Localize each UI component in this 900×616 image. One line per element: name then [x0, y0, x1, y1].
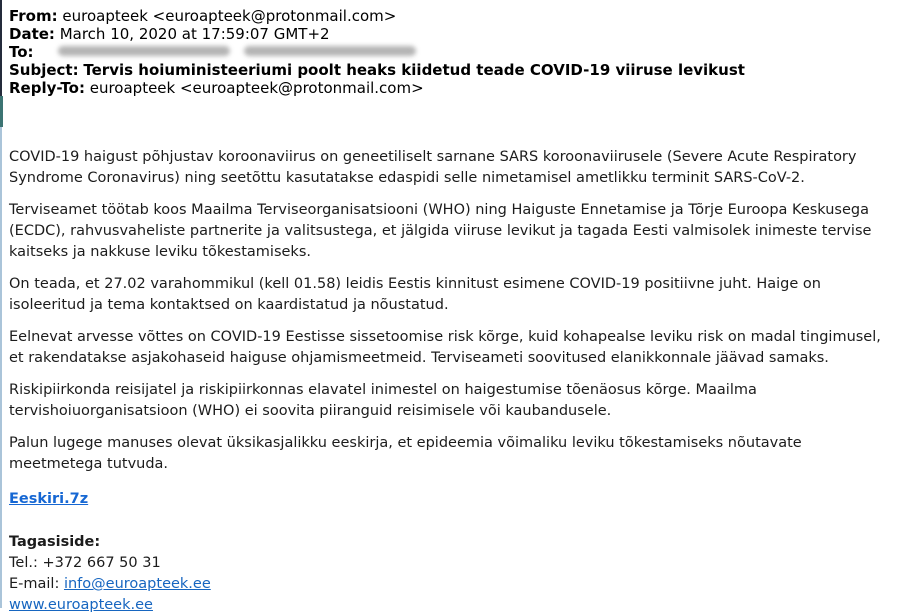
replyto-label: Reply-To: — [9, 79, 85, 97]
email-signature — [9, 532, 890, 616]
to-label: To: — [9, 43, 34, 61]
from-label: From: — [9, 7, 58, 25]
subject-label: Subject: — [9, 61, 79, 79]
phone-line: Tel.: +372 667 50 31 — [9, 555, 161, 571]
header-from-line — [9, 7, 890, 25]
left-border-accent — [0, 96, 3, 127]
body-paragraph: COVID-19 haigust põhjustav koroonaviirus on geneetiliselt sarnane SARS koroonaviirusele (Severe Acute Respiratory Syndrome Coronavirus) ning seetõttu kasutatakse edaspidi selle nimetamisel ametlikku terminit SARS-CoV-2. — [9, 149, 857, 186]
email-link[interactable]: info@euroapteek.ee — [63, 576, 211, 592]
body-paragraph: Terviseamet töötab koos Maailma Terviseorganisatsiooni (WHO) ning Haiguste Ennetamise ja Tõrje Euroopa Keskusega (ECDC), rahvusvaheliste partnerite ja valitsustega, et jälgida viiruse levikut ja tagada Eesti valmisolek inimeste tervise kaitseks ja nakkuse leviku tõkestamiseks. — [9, 202, 872, 260]
replyto-value: euroapteek <euroapteek@protonmail.com> — [89, 79, 424, 97]
email-header — [0, 0, 900, 97]
header-subject-line — [9, 61, 890, 79]
attachment-line — [9, 489, 890, 510]
website-line — [9, 595, 890, 616]
attachment-link[interactable]: Eeskiri.7z — [9, 491, 89, 507]
email-body — [0, 147, 900, 616]
date-label: Date: — [9, 25, 55, 43]
body-paragraph: Eelnevat arvesse võttes on COVID-19 Eestisse sissetoomise risk kõrge, kuid kohapealse leviku risk on madal tingimusel, et rakendatakse asjakohaseid haiguse ohjamismeetmeid. Terviseameti soovitused elanikkonnale jäävad samaks. — [9, 329, 881, 366]
from-value: euroapteek <euroapteek@protonmail.com> — [62, 7, 397, 25]
feedback-heading: Tagasiside: — [9, 534, 101, 550]
website-link[interactable]: www.euroapteek.ee — [9, 597, 153, 613]
redacted-recipient — [58, 46, 230, 56]
subject-value: Tervis hoiuministeeriumi poolt heaks kiidetud teade COVID-19 viiruse levikust — [83, 61, 745, 79]
body-paragraph: On teada, et 27.02 varahommikul (kell 01.58) leidis Eestis kinnitust esimene COVID-19 positiivne juht. Haige on isoleeritud ja tema kontaktsed on kaardistatud ja nõustatud. — [9, 276, 821, 313]
header-replyto-line — [9, 79, 890, 97]
email-label: E-mail: — [9, 576, 64, 592]
date-value: March 10, 2020 at 17:59:07 GMT+2 — [59, 25, 330, 43]
left-border-header — [0, 0, 2, 96]
redacted-recipient — [244, 46, 416, 56]
left-border-body — [0, 127, 2, 608]
header-to-line — [9, 43, 890, 61]
body-paragraph: Palun lugege manuses olevat üksikasjalikku eeskirja, et epideemia võimaliku leviku tõkestamiseks nõutavate meetmetega tutvuda. — [9, 435, 802, 472]
body-paragraph: Riskipiirkonda reisijatel ja riskipiirkonnas elavatel inimestel on haigestumise tõenäosus kõrge. Maailma tervishoiuorganisatsioon (WHO) ei soovita piiranguid reisimisele või kaubandusele. — [9, 382, 757, 419]
email-line — [9, 574, 890, 595]
header-date-line — [9, 25, 890, 43]
